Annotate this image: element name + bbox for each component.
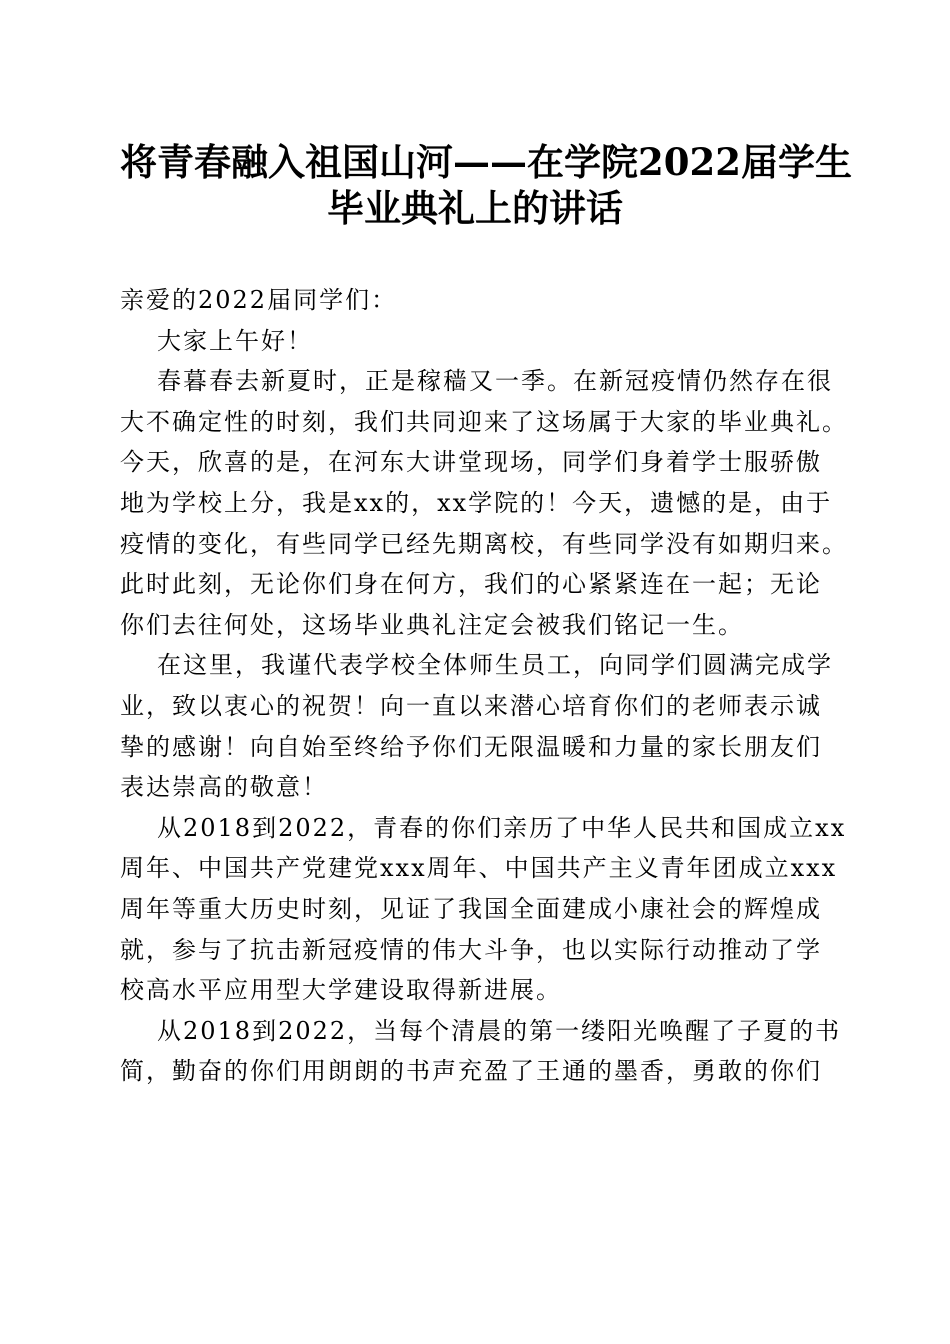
paragraph-1-line: 春暮春去新夏时，正是稼穑又一季。在新冠疫情仍然存在很 [157, 367, 833, 396]
paragraph-1-line: 此时此刻，无论你们身在何方，我们的心紧紧连在一起；无论 [120, 570, 822, 599]
salutation: 亲爱的2022届同学们： [120, 286, 398, 314]
paragraph-1-line: 地为学校上分，我是xx的，xx学院的！今天，遗憾的是，由于 [120, 488, 833, 517]
paragraph-3-line: 校高水平应用型大学建设取得新进展。 [120, 976, 562, 1005]
paragraph-3-line: 周年、中国共产党建党xxx周年、中国共产主义青年团成立xxx [120, 854, 838, 883]
paragraph-2-line: 在这里，我谨代表学校全体师生员工，向同学们圆满完成学 [157, 651, 833, 680]
paragraph-2-line: 表达崇高的敬意！ [120, 773, 328, 802]
paragraph-1-line: 你们去往何处，这场毕业典礼注定会被我们铭记一生。 [120, 610, 744, 639]
document-title-line-1: 将青春融入祖国山河——在学院2022届学生 [120, 140, 852, 184]
greeting: 大家上午好！ [157, 326, 313, 355]
paragraph-1-line: 大不确定性的时刻，我们共同迎来了这场属于大家的毕业典礼。 [120, 407, 848, 436]
document-title-line-2: 毕业典礼上的讲话 [327, 186, 623, 230]
paragraph-4-line: 简，勤奋的你们用朗朗的书声充盈了王通的墨香，勇敢的你们 [120, 1057, 822, 1086]
paragraph-2-line: 业，致以衷心的祝贺！向一直以来潜心培育你们的老师表示诚 [120, 691, 822, 720]
paragraph-1-line: 疫情的变化，有些同学已经先期离校，有些同学没有如期归来。 [120, 529, 848, 558]
paragraph-2-line: 挚的感谢！向自始至终给予你们无限温暖和力量的家长朋友们 [120, 732, 822, 761]
paragraph-3-line: 就，参与了抗击新冠疫情的伟大斗争，也以实际行动推动了学 [120, 935, 822, 964]
paragraph-3-line: 周年等重大历史时刻，见证了我国全面建成小康社会的辉煌成 [120, 894, 822, 923]
paragraph-1-line: 今天，欣喜的是，在河东大讲堂现场，同学们身着学士服骄傲 [120, 448, 822, 477]
document-body [120, 280, 848, 1092]
paragraph-3-line: 从2018到2022，青春的你们亲历了中华人民共和国成立xx [157, 813, 847, 842]
paragraph-4-line: 从2018到2022，当每个清晨的第一缕阳光唤醒了子夏的书 [157, 1016, 842, 1045]
